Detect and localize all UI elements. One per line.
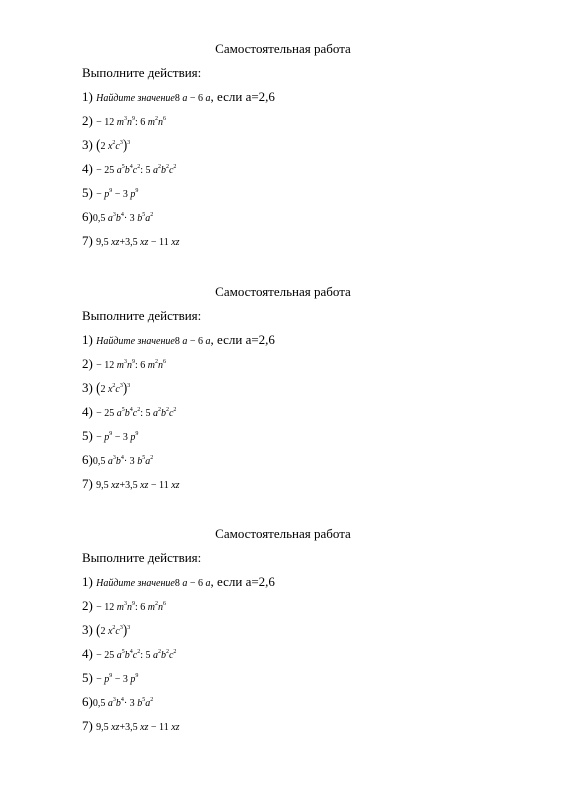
problem-7: 7) 9,5 xz+3,5 xz − 11 xz	[82, 718, 180, 733]
problem-7-expression: 9,5 xz+3,5 xz − 11 xz	[96, 237, 180, 248]
problem-1: 1) Найдите значение8 a − 6 a, если а=2,6	[82, 574, 275, 589]
problem-5: $5) - p^9 - 3$ $p^9$	[82, 185, 139, 200]
problem-6-expression: 0,5 $a^3b^4\cdot 3$ $b^5a^2$	[92, 697, 154, 709]
problem-1: 1) Найдите значение8 a − 6 a, если а=2,6	[82, 89, 275, 104]
instruction-text: Выполните действия:	[82, 308, 202, 323]
problem-4: 4) − 25 $a^5b^4c^2$: 5 $a^2b^2c^2$	[82, 646, 177, 661]
instruction-text: Выполните действия:	[82, 65, 202, 80]
problem-1-text: Найдите значение	[96, 336, 175, 347]
problem-5-expression: − $p^9 - 3$ $p^9$	[96, 673, 139, 685]
problem-2-expression: − 12 $m^3n^9$: 6 $m^2n^6$	[96, 116, 166, 128]
problem-3: 3) (2 $x^2c^3)^3$	[82, 621, 131, 638]
problem-1-expression: 8 a − 6 a	[174, 93, 211, 104]
problem-6: 6)0,5 $a^3b^4\cdot 3$ $b^5a^2$	[82, 452, 154, 467]
problem-1-text: Найдите значение	[96, 578, 175, 589]
problem-4-expression: − 25 $a^5b^4c^2$: 5 $a^2b^2c^2$	[96, 164, 177, 176]
problem-6-expression: 0,5 $a^3b^4\cdot 3$ $b^5a^2$	[92, 455, 154, 467]
problem-7-expression: 9,5 xz+3,5 xz − 11 xz	[96, 722, 180, 733]
problem-5-expression: − $p^9 - 3$ $p^9$	[96, 188, 139, 200]
problem-1-condition: , если а=2,6	[210, 574, 275, 589]
problem-7-expression: 9,5 xz+3,5 xz − 11 xz	[96, 480, 180, 491]
problem-1-expression: 8 a − 6 a	[174, 578, 211, 589]
problem-2: 2) − 12 $m^3n^9$: 6 $m^2n^6$	[82, 113, 166, 128]
problem-5: $5) - p^9 - 3$ $p^9$	[82, 428, 139, 443]
worksheet-title: Самостоятельная работа	[215, 284, 351, 299]
problem-5: $5) - p^9 - 3$ $p^9$	[82, 670, 139, 685]
problem-4: 4) − 25 $a^5b^4c^2$: 5 $a^2b^2c^2$	[82, 404, 177, 419]
instruction-text: Выполните действия:	[82, 550, 202, 565]
problem-6: 6)0,5 $a^3b^4\cdot 3$ $b^5a^2$	[82, 694, 154, 709]
problem-7: 7) 9,5 xz+3,5 xz − 11 xz	[82, 233, 180, 248]
problem-3-expression: (2 $x^2c^3)^3$	[96, 379, 131, 396]
problem-2: 2) − 12 $m^3n^9$: 6 $m^2n^6$	[82, 598, 166, 613]
problem-4-expression: − 25 $a^5b^4c^2$: 5 $a^2b^2c^2$	[96, 407, 177, 419]
problem-1: 1) Найдите значение8 a − 6 a, если а=2,6	[82, 332, 275, 347]
problem-2: 2) − 12 $m^3n^9$: 6 $m^2n^6$	[82, 356, 166, 371]
problem-3-expression: (2 $x^2c^3)^3$	[96, 136, 131, 153]
problem-1-text: Найдите значение	[96, 93, 175, 104]
problem-3: 3) (2 $x^2c^3)^3$	[82, 136, 131, 153]
problem-4: 4) − 25 $a^5b^4c^2$: 5 $a^2b^2c^2$	[82, 161, 177, 176]
problem-7: 7) 9,5 xz+3,5 xz − 11 xz	[82, 476, 180, 491]
problem-1-condition: , если а=2,6	[210, 332, 275, 347]
worksheet-title: Самостоятельная работа	[215, 41, 351, 56]
problem-1-expression: 8 a − 6 a	[174, 336, 211, 347]
worksheet-title: Самостоятельная работа	[215, 526, 351, 541]
problem-6-expression: 0,5 $a^3b^4\cdot 3$ $b^5a^2$	[92, 212, 154, 224]
problem-1-condition: , если а=2,6	[210, 89, 275, 104]
problem-4-expression: − 25 $a^5b^4c^2$: 5 $a^2b^2c^2$	[96, 649, 177, 661]
problem-3: 3) (2 $x^2c^3)^3$	[82, 379, 131, 396]
problem-5-expression: − $p^9 - 3$ $p^9$	[96, 431, 139, 443]
problem-6: 6)0,5 $a^3b^4\cdot 3$ $b^5a^2$	[82, 209, 154, 224]
problem-3-expression: (2 $x^2c^3)^3$	[96, 621, 131, 638]
problem-2-expression: − 12 $m^3n^9$: 6 $m^2n^6$	[96, 601, 166, 613]
problem-2-expression: − 12 $m^3n^9$: 6 $m^2n^6$	[96, 359, 166, 371]
